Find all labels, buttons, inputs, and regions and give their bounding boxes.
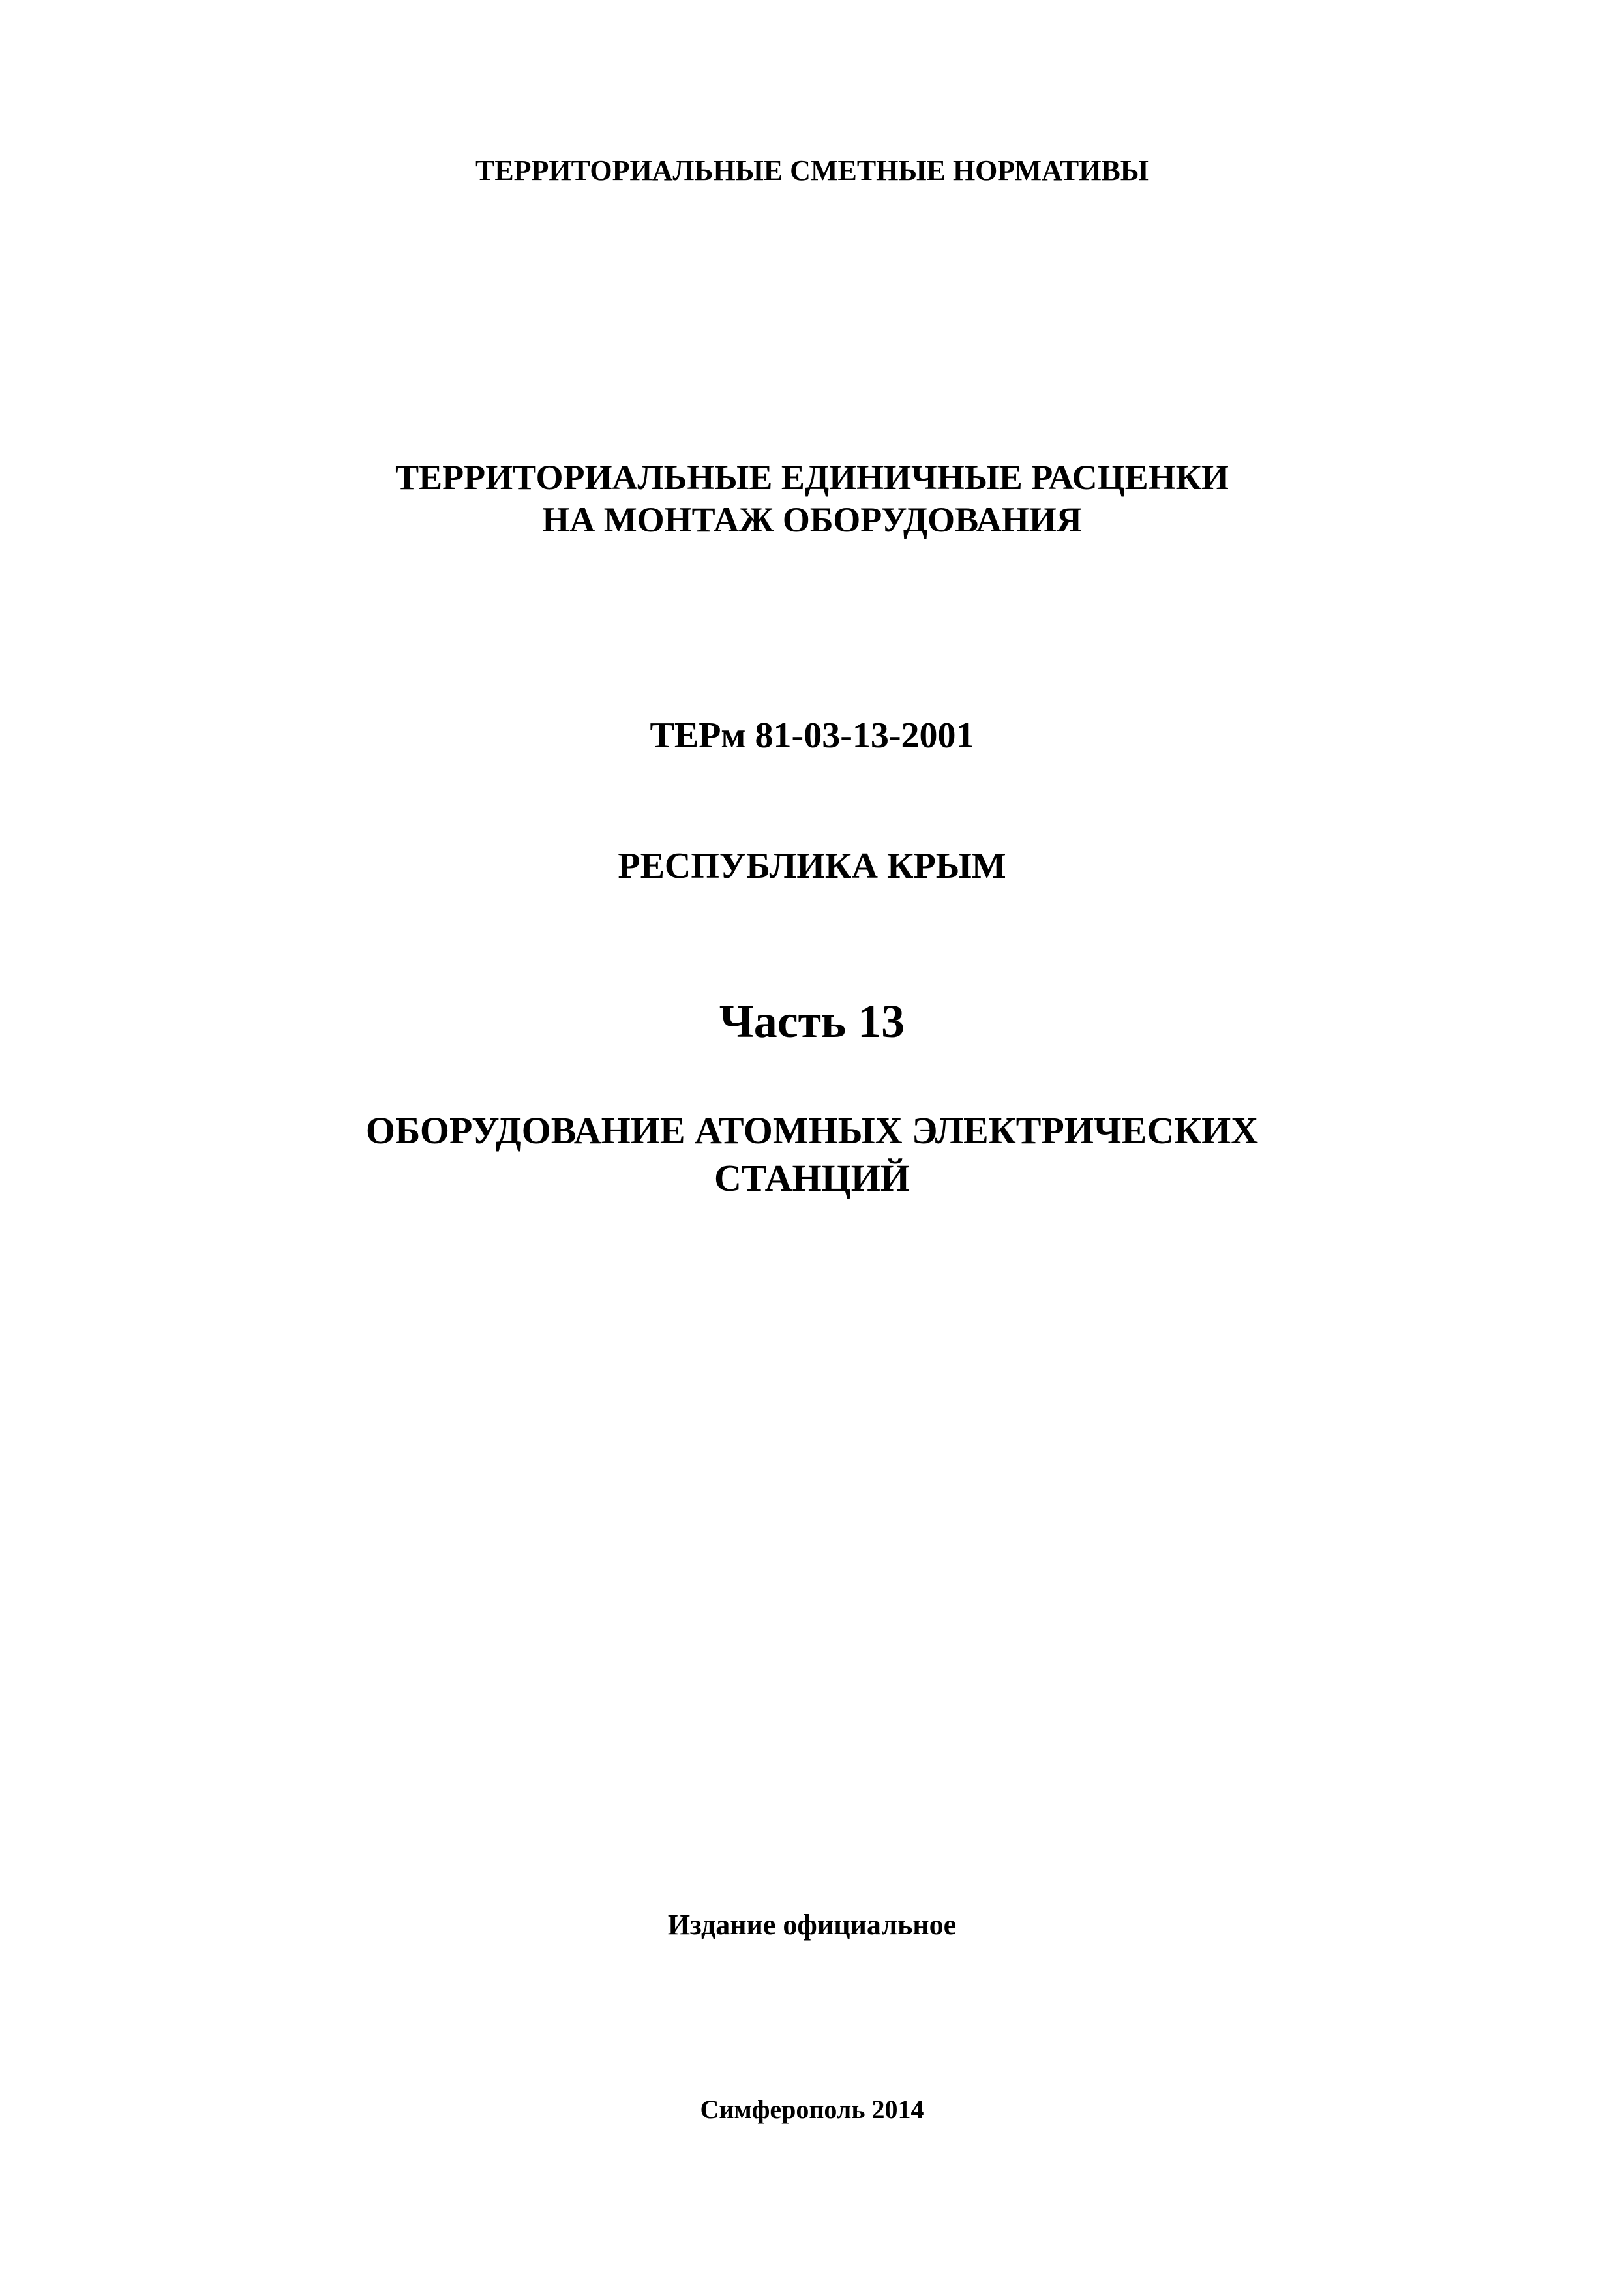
edition-note: Издание официальное bbox=[667, 1909, 957, 1941]
part-subject-line-2: СТАНЦИЙ bbox=[714, 1157, 910, 1199]
part-number: Часть 13 bbox=[719, 995, 905, 1047]
document-code: ТЕРм 81-03-13-2001 bbox=[650, 715, 974, 756]
region-name: РЕСПУБЛИКА КРЫМ bbox=[618, 846, 1006, 886]
part-subject-line-1: ОБОРУДОВАНИЕ АТОМНЫХ ЭЛЕКТРИЧЕСКИХ bbox=[365, 1109, 1259, 1152]
series-heading: ТЕРРИТОРИАЛЬНЫЕ СМЕТНЫЕ НОРМАТИВЫ bbox=[475, 155, 1149, 187]
publication-place-year: Симферополь 2014 bbox=[700, 2095, 924, 2124]
document-title-line-2: НА МОНТАЖ ОБОРУДОВАНИЯ bbox=[542, 500, 1082, 539]
document-title-line-1: ТЕРРИТОРИАЛЬНЫЕ ЕДИНИЧНЫЕ РАСЦЕНКИ bbox=[395, 458, 1229, 497]
